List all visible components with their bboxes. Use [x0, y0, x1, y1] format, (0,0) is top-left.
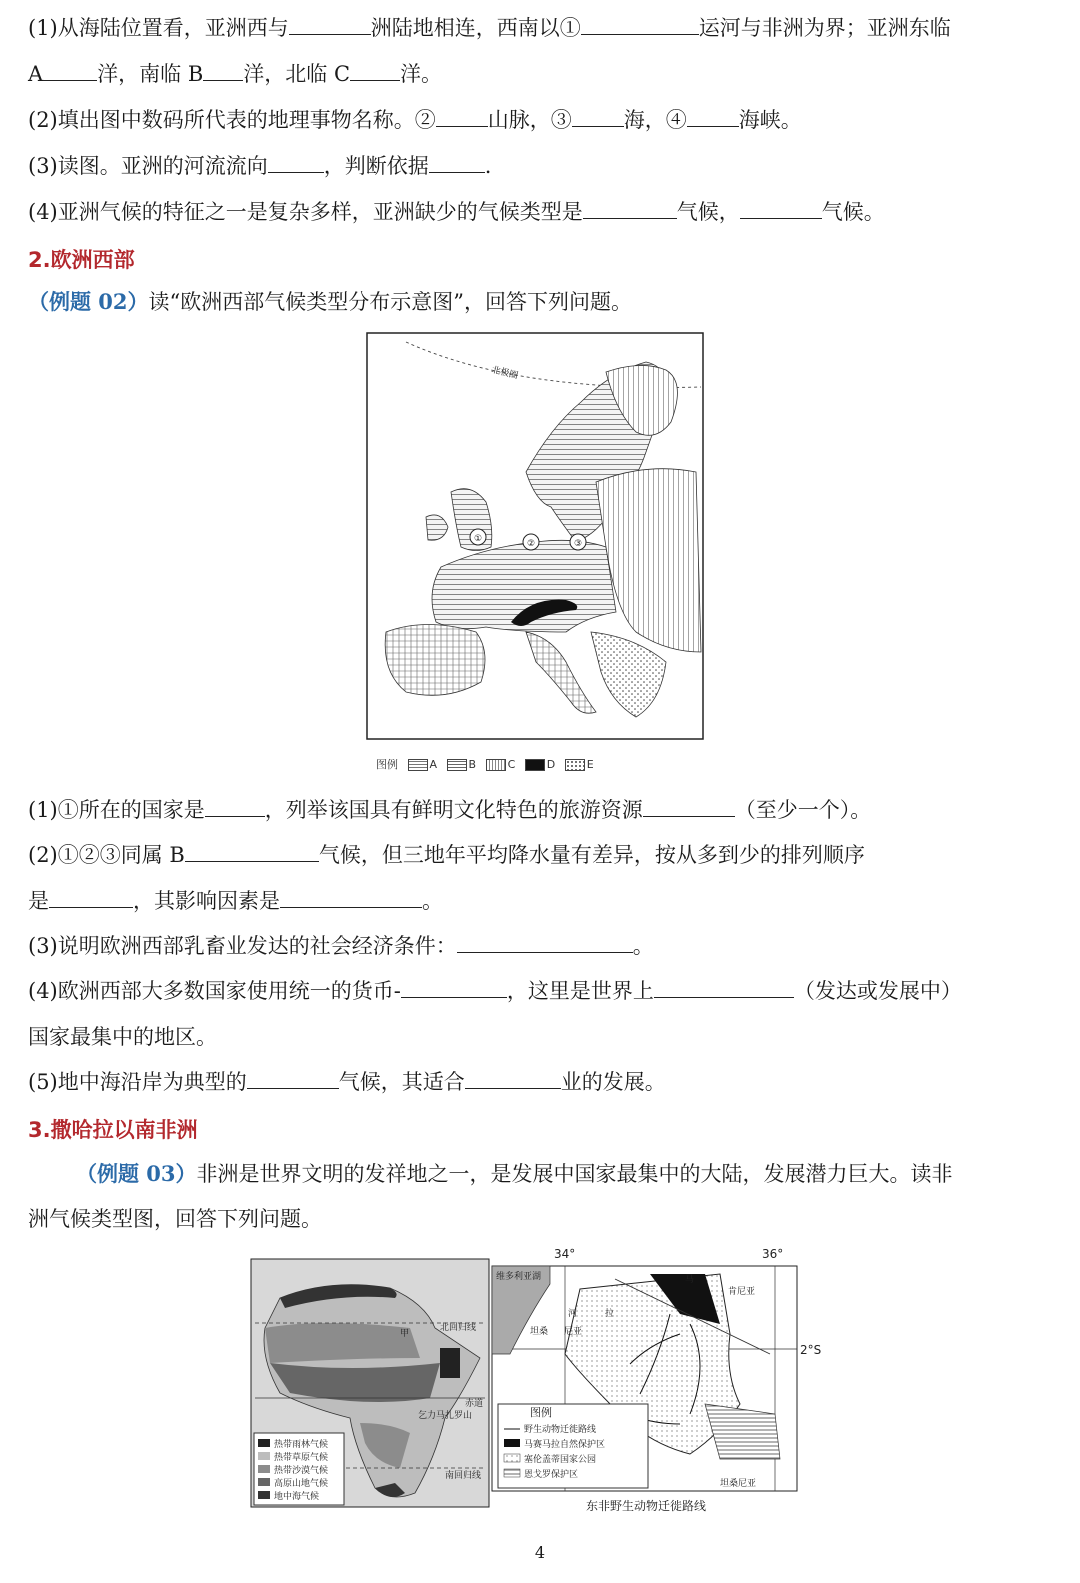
africa-legend — [254, 1433, 344, 1505]
europe-climate-map — [366, 332, 704, 740]
label-lake: 维多利亚湖 — [496, 1272, 542, 1282]
svg-text:热带沙漠气候: 热带沙漠气候 — [274, 1466, 329, 1476]
blank[interactable] — [205, 796, 265, 817]
q1-line1: (1)从海陆位置看，亚洲西与 洲陆地相连，西南以① 运河与非洲为界；亚洲东临 — [28, 16, 951, 40]
blank[interactable] — [465, 1068, 561, 1089]
arctic-circle-label: 北极圈 — [490, 365, 519, 382]
q1-line4: (3)读图。亚洲的河流流向 ，判断依据 . — [28, 154, 492, 178]
label-tropic-s: 南回归线 — [445, 1471, 482, 1481]
s2-q2a: (2)①②③同属 B 气候，但三地年平均降水量有差异，按从多到少的排列顺序 — [28, 843, 865, 867]
label-kilimanjaro: 乞力马扎罗山 — [418, 1411, 473, 1421]
europe-map-legend: 图例 A B C D E — [376, 758, 594, 771]
label-lon-34: 34° — [554, 1247, 576, 1261]
blank[interactable] — [583, 198, 677, 219]
svg-text:①: ① — [474, 534, 483, 544]
legend-swatch-d — [525, 759, 545, 771]
legend-swatch-c — [486, 759, 506, 771]
legend-swatch-e — [565, 759, 585, 771]
blank[interactable] — [280, 887, 422, 908]
marker-3 — [570, 534, 586, 550]
blank[interactable] — [401, 977, 507, 998]
label-ma: 马 — [685, 1275, 695, 1285]
svg-text:②: ② — [527, 539, 536, 549]
s2-q5: (5)地中海沿岸为典型的 气候，其适合 业的发展。 — [28, 1070, 666, 1094]
blank[interactable] — [49, 887, 133, 908]
legend-swatch-b — [447, 759, 467, 771]
q1-line5: (4)亚洲气候的特征之一是复杂多样，亚洲缺少的气候类型是 气候， 气候。 — [28, 200, 885, 224]
svg-text:野生动物迁徙路线: 野生动物迁徙路线 — [524, 1425, 597, 1435]
blank[interactable] — [185, 841, 319, 862]
svg-text:③: ③ — [574, 539, 583, 549]
africa-climate-map — [250, 1258, 490, 1508]
svg-text:图例: 图例 — [530, 1406, 552, 1419]
section-title-africa: 3.撒哈拉以南非洲 — [28, 1118, 198, 1142]
s2-q1: (1)①所在的国家是 ，列举该国具有鲜明文化特色的旅游资源 （至少一个）。 — [28, 798, 872, 822]
legend-swatch-a — [408, 759, 428, 771]
label-la: 拉 — [605, 1309, 615, 1319]
blank[interactable] — [203, 60, 243, 81]
svg-text:马赛马拉自然保护区: 马赛马拉自然保护区 — [524, 1440, 606, 1450]
label-jia: 甲 — [400, 1329, 410, 1339]
blank[interactable] — [572, 106, 624, 127]
svg-text:塞伦盖蒂国家公园: 塞伦盖蒂国家公园 — [524, 1455, 597, 1465]
svg-text:恩戈罗保护区: 恩戈罗保护区 — [524, 1470, 579, 1480]
label-tropic-n: 北回归线 — [440, 1323, 477, 1333]
blank[interactable] — [436, 106, 488, 127]
blank[interactable] — [740, 198, 822, 219]
east-africa-migration-map — [490, 1244, 830, 1494]
example-03-cont: 洲气候类型图，回答下列问题。 — [28, 1207, 322, 1231]
blank[interactable] — [289, 14, 371, 35]
blank[interactable] — [429, 152, 485, 173]
migration-map-caption: 东非野生动物迁徙路线 — [586, 1499, 707, 1513]
svg-text:热带雨林气候: 热带雨林气候 — [274, 1440, 329, 1450]
marker-2 — [523, 534, 539, 550]
label-tanzania-a: 坦桑 — [530, 1327, 549, 1337]
svg-text:热带草原气候: 热带草原气候 — [274, 1453, 329, 1463]
svg-text:高原山地气候: 高原山地气候 — [274, 1479, 329, 1489]
marker-1 — [470, 529, 486, 545]
migration-legend — [498, 1404, 648, 1488]
s2-q4b: 国家最集中的地区。 — [28, 1025, 217, 1049]
label-kenya: 肯尼亚 — [728, 1287, 756, 1297]
label-river: 河 — [568, 1309, 578, 1319]
svg-text:地中海气候: 地中海气候 — [274, 1492, 320, 1502]
blank[interactable] — [581, 14, 699, 35]
page-number: 4 — [534, 1543, 546, 1562]
blank[interactable] — [457, 932, 633, 953]
label-tanzania-b: 坦桑尼亚 — [720, 1479, 757, 1489]
q1-line3: (2)填出图中数码所代表的地理事物名称。② 山脉，③ 海，④ 海峡。 — [28, 108, 802, 132]
section-title-europe: 2.欧洲西部 — [28, 248, 135, 272]
blank[interactable] — [643, 796, 735, 817]
label-lon-36: 36° — [762, 1247, 784, 1261]
s2-q4a: (4)欧洲西部大多数国家使用统一的货币- ，这里是世界上 （发达或发展中） — [28, 979, 962, 1003]
blank[interactable] — [350, 60, 400, 81]
label-lat-2s: 2°S — [800, 1343, 822, 1357]
blank[interactable] — [654, 977, 794, 998]
s2-q3: (3)说明欧洲西部乳畜业发达的社会经济条件： 。 — [28, 934, 654, 958]
example-02: （例题 02）读“欧洲西部气候类型分布示意图”，回答下列问题。 — [28, 289, 633, 314]
example-03: （例题 03）非洲是世界文明的发祥地之一，是发展中国家最集中的大陆，发展潜力巨大。读非 — [76, 1161, 953, 1186]
q1-line2: A 洋，南临 B 洋，北临 C 洋。 — [28, 62, 443, 86]
label-equator: 赤道 — [465, 1399, 484, 1409]
s2-q2b: 是 ，其影响因素是 。 — [28, 889, 443, 913]
blank[interactable] — [687, 106, 739, 127]
blank[interactable] — [268, 152, 324, 173]
label-nia: 尼亚 — [564, 1327, 583, 1337]
blank[interactable] — [247, 1068, 339, 1089]
blank[interactable] — [43, 60, 97, 81]
